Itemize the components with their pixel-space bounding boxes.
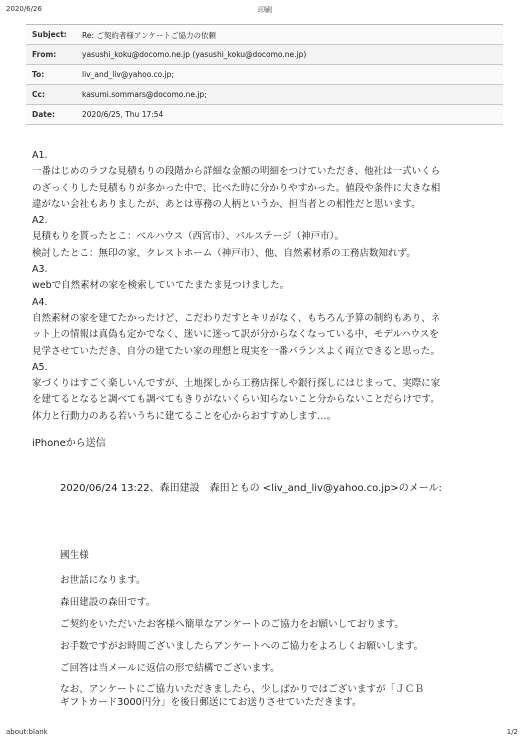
- header-label: Cc:: [32, 90, 45, 99]
- header-label: Date:: [32, 110, 55, 119]
- quoted-paragraph: ご契約をいただいたお客様へ簡単なアンケートのご協力をお願いしております。: [60, 619, 405, 630]
- body-line: A2.: [32, 215, 48, 227]
- quoted-header: 2020/06/24 13:22、森田建設 森田ともの <liv_and_liv@yahoo.co.jp>のメール:: [60, 483, 442, 494]
- quoted-paragraph: 森田建設の森田です。: [60, 597, 156, 608]
- body-line: 自然素材の家を建てたかったけど、こだわりだすとキリがなく、もちろん予算の制約もあり、ネ: [32, 312, 441, 324]
- body-line: A1.: [32, 150, 48, 161]
- quoted-paragraph: なお、アンケートにご協力いただきましたら、少しばかりではございますが「ＪＣＢ ギフトカード3000円分」を後日郵送にてお送りさせていただきます。: [60, 684, 424, 708]
- body-line: 家づくりはすごく楽しいんですが、土地探しから工務店探しや銀行探しにはじまって、実際に家: [32, 378, 441, 390]
- body-line: を建てるとなると調べても調べてもきりがないくらい知らないこと分からないことだらけです。: [32, 394, 440, 406]
- body-line: のざっくりした見積もりが多かった中で、比べた時に分かりやすかった。値段や条件に大きな相: [32, 182, 441, 194]
- from-value: yasushi_koku@docomo.ne.jp (yasushi_koku@docomo.ne.jp): [82, 50, 307, 59]
- subject-value: Re: ご契約者様アンケートご協力の依頼: [82, 31, 216, 40]
- print-title: 印刷: [258, 6, 272, 14]
- print-date: 2020/6/26: [6, 5, 42, 13]
- quoted-message: [60, 548, 500, 709]
- quoted-paragraph: お手数ですがお時間ございましたらアンケートへのご協力をよろしくお願いします。: [60, 641, 424, 652]
- header-row-cc: [26, 85, 503, 105]
- email-headers: [26, 24, 503, 125]
- body-line: 見学させていただき、自分の建てたい家の理想と現実を一番バランスよく両立できると思った。: [32, 345, 440, 357]
- footer-url: about:blank: [6, 728, 48, 736]
- body-line: 一番はじめのラフな見積もりの段階から詳細な金額の明細をつけていただき、他社は一式いくら: [32, 166, 441, 178]
- quoted-paragraph: 國生様: [60, 550, 89, 561]
- body-line: 体力と行動力のある若いうちに建てることを心からおすすめします…。: [32, 410, 337, 422]
- print-header: [6, 5, 524, 17]
- header-label: Subject:: [32, 30, 67, 39]
- body-line: 検討したとこ：無印の家、クレストホーム（神戸市）、他、自然素材系の工務店数知れず。: [32, 247, 416, 259]
- header-row-from: [26, 45, 503, 65]
- body-line: A5.: [32, 361, 48, 373]
- quoted-paragraph: お世話になります。: [60, 575, 146, 586]
- body-line: ット上の情報は真偽も定かでなく、迷いに迷って訳が分からなくなっている中、モデルハウスを: [32, 329, 439, 341]
- body-line: 違がない会社もありましたが、あとは専務の人柄というか、担当者との相性だと思います。: [32, 198, 421, 210]
- header-label: From:: [32, 50, 57, 59]
- signature: iPhoneから送信: [32, 438, 106, 449]
- body-line: A4.: [32, 296, 48, 308]
- body-line: 見積もりを貰ったとこ：ベルハウス（西宮市）、パルステージ（神戸市）。: [32, 231, 344, 243]
- page-number: 1/2: [506, 728, 518, 736]
- header-label: To:: [32, 70, 45, 79]
- header-row-date: [26, 105, 503, 125]
- quoted-paragraph: ご回答は当メールに返信の形で結構でございます。: [60, 663, 280, 674]
- cc-value: kasumi.sommars@docomo.ne.jp;: [82, 90, 207, 99]
- body-line: A3.: [32, 264, 48, 276]
- header-row-subject: [26, 25, 503, 45]
- date-value: 2020/6/25, Thu 17:54: [82, 110, 164, 119]
- body-line: webで自然素材の家を検索していてたまたま見つけました。: [32, 280, 290, 292]
- to-value: liv_and_liv@yahoo.co.jp;: [82, 70, 174, 79]
- header-row-to: [26, 65, 503, 85]
- email-body: [32, 148, 502, 425]
